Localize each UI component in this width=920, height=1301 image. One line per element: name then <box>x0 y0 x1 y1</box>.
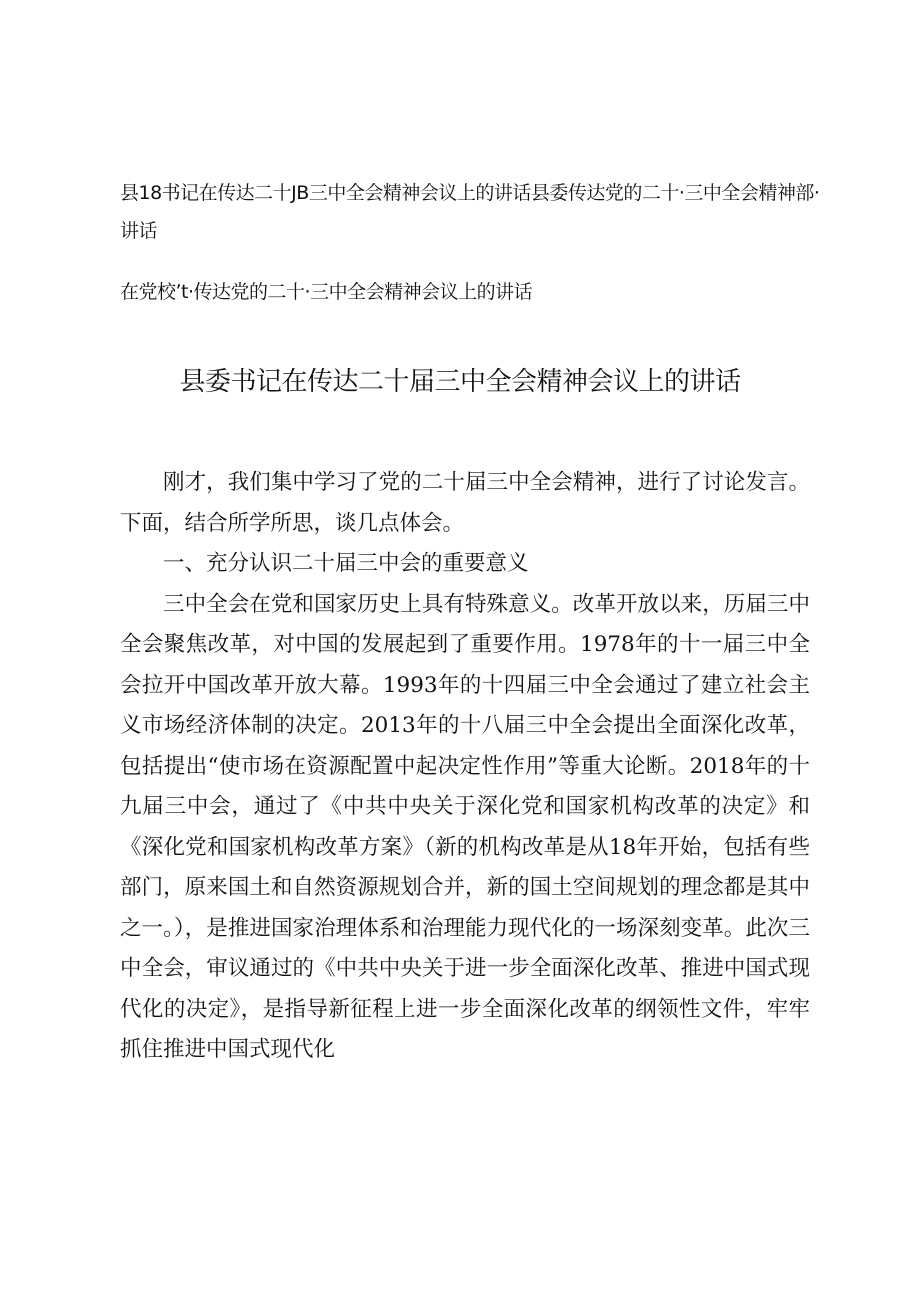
toc-line-1: 县18书记在传达二十JB三中全会精神会议上的讲话县委传达党的二十·三中全会精神部·讲话 <box>120 182 820 242</box>
toc-line-2: 在党校ʼt·传达党的二十·三中全会精神会议上的讲话 <box>120 281 533 303</box>
document-body <box>120 463 810 1071</box>
paragraph-intro: 刚才，我们集中学习了党的二十届三中全会精神，进行了讨论发言。下面，结合所学所思，谈几点体会。 <box>120 470 810 536</box>
section-heading-1: 一、充分认识二十届三中会的重要意义 <box>163 551 529 576</box>
document-title: 县委书记在传达二十届三中全会精神会议上的讲话 <box>179 367 741 397</box>
paragraph-history: 三中全会在党和国家历史上具有特殊意义。改革开放以来，历届三中全会聚焦改革，对中国的发展起到了重要作用。1978年的十一届三中全会拉开中国改革开放大幕。1993年的十四届三中全会通过了建立社会主义市场经济体制的决定。2013年的十八届三中全会提出全面深化改革，包括提出“使市场在资源配置中起决定性作用”等重大论断。2018年的十九届三中会，通过了《中共中央关于深化党和国家机构改革的决定》和《深化党和国家机构改革方案》（新的机构改革是从18年开始，包括有些部门，原来国土和自然资源规划合并，新的国土空间规划的理念都是其中之一。），是推进国家治理体系和治理能力现代化的一场深刻变革。此次三中全会，审议通过的《中共中央关于进一步全面深化改革、推进中国式现代化的决定》，是指导新征程上进一步全面深化改革的纲领性文件，牢牢抓住推进中国式现代化 <box>120 591 810 1062</box>
